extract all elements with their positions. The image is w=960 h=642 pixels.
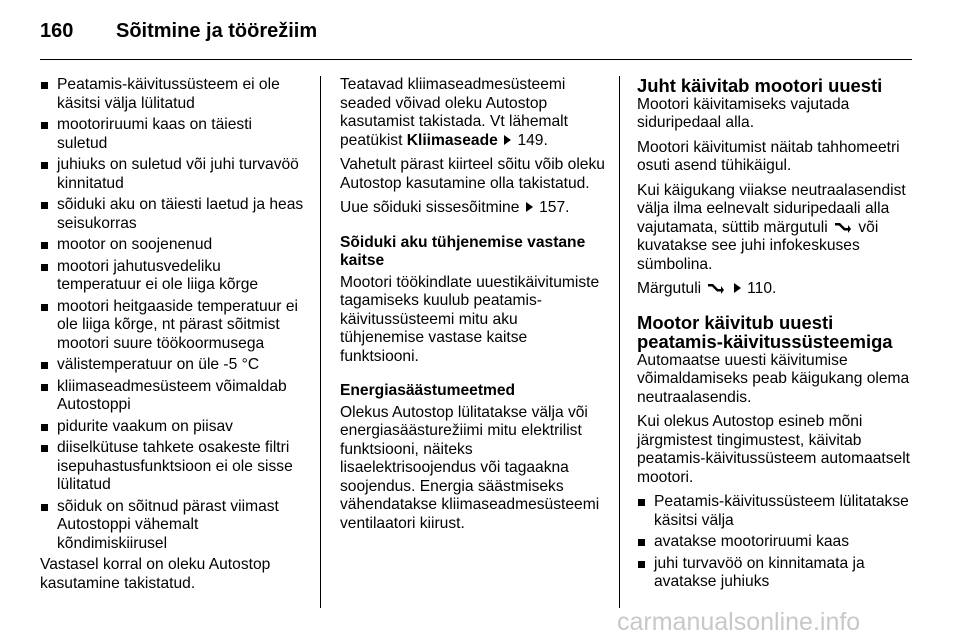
page-reference[interactable]: 110. bbox=[747, 280, 777, 297]
header-divider bbox=[40, 59, 912, 60]
column-3 bbox=[637, 76, 912, 595]
page-number: 160 bbox=[40, 19, 74, 42]
page-reference[interactable]: 149. bbox=[517, 131, 548, 149]
paragraph: Vahetult pärast kiirteel sõitu võib oleku Autostop kasutamine olla takistatud. bbox=[340, 156, 605, 192]
paragraph-text: või kuvatakse see juhi infokeskuses sümbolina. bbox=[637, 218, 879, 273]
list-item: mootoriruumi kaas on täiesti suletud bbox=[40, 116, 306, 153]
restart-conditions-list bbox=[637, 493, 912, 592]
paragraph bbox=[637, 182, 912, 275]
list-item: juhiuks on suletud või juhi turvavöö kinnitatud bbox=[40, 156, 306, 193]
conditions-list bbox=[40, 76, 306, 553]
page-ref-arrow-icon bbox=[504, 135, 511, 145]
paragraph bbox=[340, 199, 606, 218]
column-divider bbox=[619, 76, 620, 608]
paragraph-text: Teatavad kliimaseadmesüsteemi seaded võivad oleku Autostop kasutamist takistada. Vt lähemalt peatükist bbox=[340, 76, 568, 149]
paragraph: Olekus Autostop lülitatakse välja või energiasäästurežiimi mitu elektrilist funktsiooni, näiteks lisaelektrisoojendus või tagaakna soojendus. Energia säästmiseks vähendatakse kliimaseadmesüsteemi ventilaatori kiirust. bbox=[340, 403, 600, 532]
list-item: välistemperatuur on üle -5 °C bbox=[40, 356, 306, 375]
list-item: sõiduk on sõitnud pärast viimast Autostoppi vähemalt kõndimiskiirusel bbox=[40, 498, 306, 554]
column-divider bbox=[320, 76, 321, 608]
subheading: Energiasäästumeetmed bbox=[340, 382, 516, 399]
list-item: mootor on soojenenud bbox=[40, 236, 306, 255]
column-2 bbox=[340, 76, 606, 536]
gear-shift-indicator-icon bbox=[834, 221, 852, 233]
list-item: avatakse mootoriruumi kaas bbox=[637, 533, 912, 552]
page-ref-arrow-icon bbox=[526, 202, 533, 212]
paragraph bbox=[637, 280, 912, 299]
paragraph-text: Kui käigukang viiakse neutraalasendist välja ilma eelnevalt siduripedaali alla vajutamata, süttib märgutuli bbox=[637, 181, 906, 236]
list-item: mootori heitgaaside temperatuur ei ole liiga kõrge, nt pärast sõitmist mootori suure töökoormusega bbox=[40, 298, 306, 354]
gear-shift-indicator-icon bbox=[707, 282, 725, 294]
paragraph-text: Märgutuli bbox=[637, 280, 702, 297]
list-item: mootori jahutusvedeliku temperatuur ei ole liiga kõrge bbox=[40, 258, 306, 295]
subheading: Sõiduki aku tühjenemise vastane kaitse bbox=[340, 233, 586, 269]
page-reference[interactable]: 157. bbox=[539, 199, 570, 216]
paragraph: Kui olekus Autostop esineb mõni järgmistest tingimustest, käivitab peatamis-käivitussüsteem automaatselt mootori. bbox=[637, 413, 911, 486]
column-1 bbox=[40, 76, 306, 596]
page-header bbox=[40, 16, 317, 46]
watermark: carmanualsonline.info bbox=[617, 608, 861, 636]
list-item: Peatamis-käivitussüsteem ei ole käsitsi välja lülitatud bbox=[40, 76, 306, 113]
list-item: kliimaseadmesüsteem võimaldab Autostoppi bbox=[40, 378, 306, 415]
paragraph bbox=[340, 76, 606, 150]
cross-reference-link[interactable]: Kliimaseade bbox=[406, 131, 498, 149]
closing-paragraph: Vastasel korral on oleku Autostop kasutamine takistatud. bbox=[40, 556, 271, 592]
paragraph: Mootori töökindlate uuestikäivitumiste tagamiseks kuulub peatamis-käivitussüsteemi mitu aku tühjenemise vastase kaitse funktsiooni. bbox=[340, 273, 600, 365]
list-item: Peatamis-käivitussüsteem lülitatakse käsitsi välja bbox=[637, 493, 912, 530]
page-ref-arrow-icon bbox=[734, 283, 741, 293]
list-item: diiselkütuse tahkete osakeste filtri isepuhastusfunktsioon ei ole sisse lülitatud bbox=[40, 439, 306, 495]
section-heading: Juht käivitab mootori uuesti bbox=[637, 75, 883, 96]
list-item: pidurite vaakum on piisav bbox=[40, 418, 306, 437]
paragraph-text: Uue sõiduki sissesõitmine bbox=[340, 199, 520, 216]
list-item: sõiduki aku on täiesti laetud ja heas seisukorras bbox=[40, 196, 306, 233]
paragraph: Automaatse uuesti käivitumise võimaldamiseks peab käigukang olema neutraalasendis. bbox=[637, 351, 910, 406]
page-title: Sõitmine ja töörežiim bbox=[116, 19, 318, 42]
section-heading: Mootor käivitub uuesti peatamis-käivitussüsteemiga bbox=[637, 311, 893, 352]
list-item: juhi turvavöö on kinnitamata ja avatakse juhiuks bbox=[637, 555, 912, 592]
paragraph: Mootori käivitamiseks vajutada siduripedaal alla. bbox=[637, 95, 850, 131]
paragraph: Mootori käivitumist näitab tahhomeetri osuti asend tühikäigul. bbox=[637, 138, 900, 174]
